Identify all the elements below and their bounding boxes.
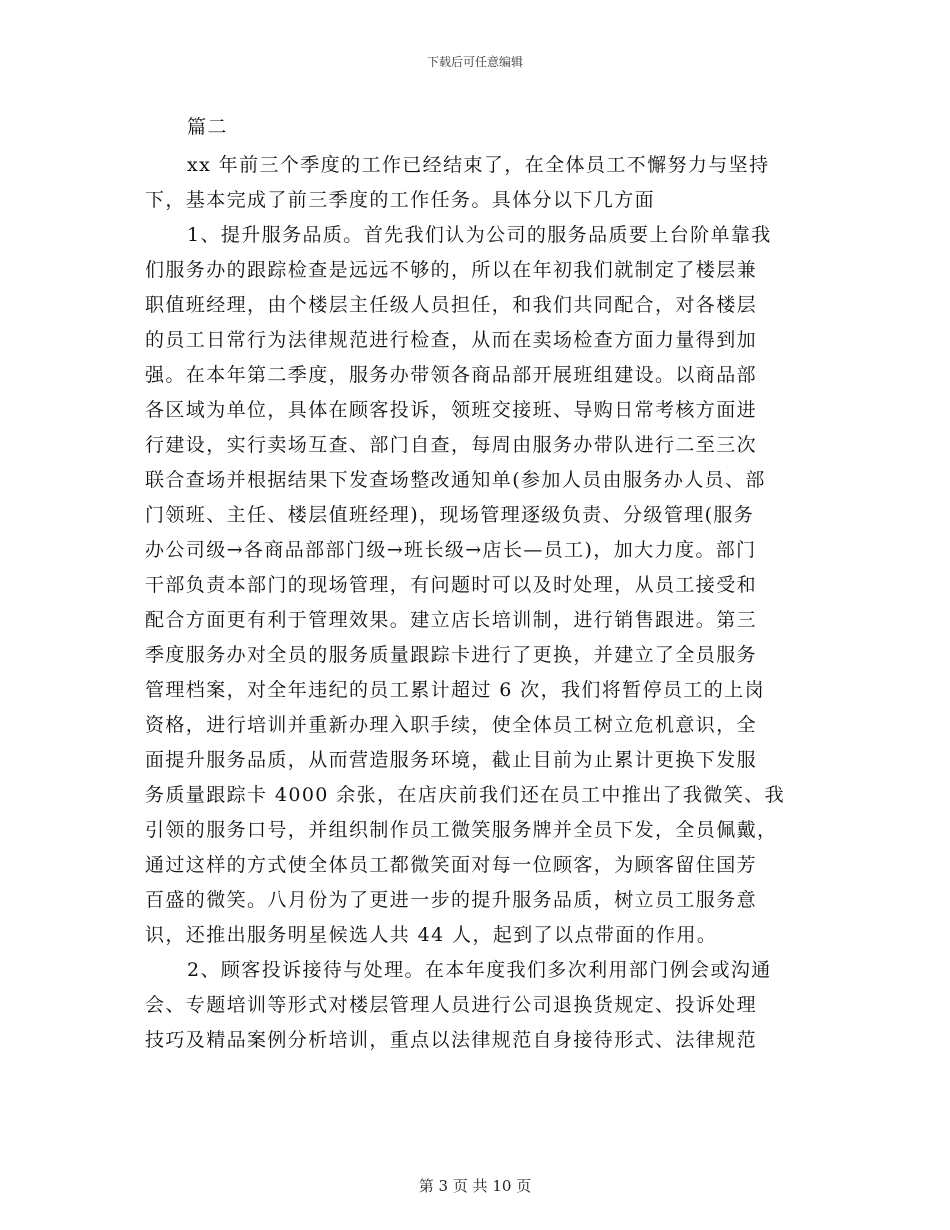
body-line: 职值班经理，由个楼层主任级人员担任，和我们共同配合，对各楼层 xyxy=(145,294,758,316)
body-line: 配合方面更有利于管理效果。建立店长培训制，进行销售跟进。第三 xyxy=(145,609,758,631)
section-heading: 篇二 xyxy=(187,116,228,138)
body-line: xx 年前三个季度的工作已经结束了，在全体员工不懈努力与坚持 xyxy=(187,154,770,176)
body-line: 管理档案，对全年违纪的员工累计超过 6 次，我们将暂停员工的上岗 xyxy=(145,679,765,701)
body-line: 下，基本完成了前三季度的工作任务。具体分以下几方面 xyxy=(145,189,656,211)
body-line: 会、专题培训等形式对楼层管理人员进行公司退换货规定、投诉处理 xyxy=(145,994,758,1016)
body-line: 面提升服务品质，从而营造服务环境，截止目前为止累计更换下发服 xyxy=(145,749,758,771)
body-line: 1、提升服务品质。首先我们认为公司的服务品质要上台阶单靠我 xyxy=(187,224,772,246)
body-line: 资格，进行培训并重新办理入职手续，使全体员工树立危机意识，全 xyxy=(145,714,758,736)
body-line: 季度服务办对全员的服务质量跟踪卡进行了更换，并建立了全员服务 xyxy=(145,644,758,666)
page-number: 第 3 页 共 10 页 xyxy=(418,1177,532,1195)
body-line: 联合查场并根据结果下发查场整改通知单(参加人员由服务办人员、部 xyxy=(145,469,766,491)
body-line: 行建设，实行卖场互查、部门自查，每周由服务办带队进行二至三次 xyxy=(145,434,758,456)
body-line: 识，还推出服务明星候选人共 44 人，起到了以点带面的作用。 xyxy=(145,924,718,946)
body-line: 强。在本年第二季度，服务办带领各商品部开展班组建设。以商品部 xyxy=(145,364,758,386)
body-line: 引领的服务口号，并组织制作员工微笑服务牌并全员下发，全员佩戴， xyxy=(145,819,778,841)
body-line: 干部负责本部门的现场管理，有问题时可以及时处理，从员工接受和 xyxy=(145,574,758,596)
body-line: 通过这样的方式使全体员工都微笑面对每一位顾客，为顾客留住国芳 xyxy=(145,854,758,876)
body-line: 技巧及精品案例分析培训，重点以法律规范自身接待形式、法律规范 xyxy=(145,1029,758,1051)
body-line: 门领班、主任、楼层值班经理)，现场管理逐级负责、分级管理(服务 xyxy=(145,504,755,526)
body-line: 百盛的微笑。八月份为了更进一步的提升服务品质，树立员工服务意 xyxy=(145,889,758,911)
body-line: 的员工日常行为法律规范进行检查，从而在卖场检查方面力量得到加 xyxy=(145,329,758,351)
body-line: 务质量跟踪卡 4000 余张，在店庆前我们还在员工中推出了我微笑、我 xyxy=(145,784,786,806)
body-line: 各区域为单位，具体在顾客投诉，领班交接班、导购日常考核方面进 xyxy=(145,399,758,421)
page-header: 下载后可任意编辑 xyxy=(426,55,523,69)
body-line: 办公司级→各商品部部门级→班长级→店长—员工)，加大力度。部门 xyxy=(145,539,757,561)
body-line: 2、顾客投诉接待与处理。在本年度我们多次利用部门例会或沟通 xyxy=(187,959,772,981)
body-line: 们服务办的跟踪检查是远远不够的，所以在年初我们就制定了楼层兼 xyxy=(145,259,758,281)
